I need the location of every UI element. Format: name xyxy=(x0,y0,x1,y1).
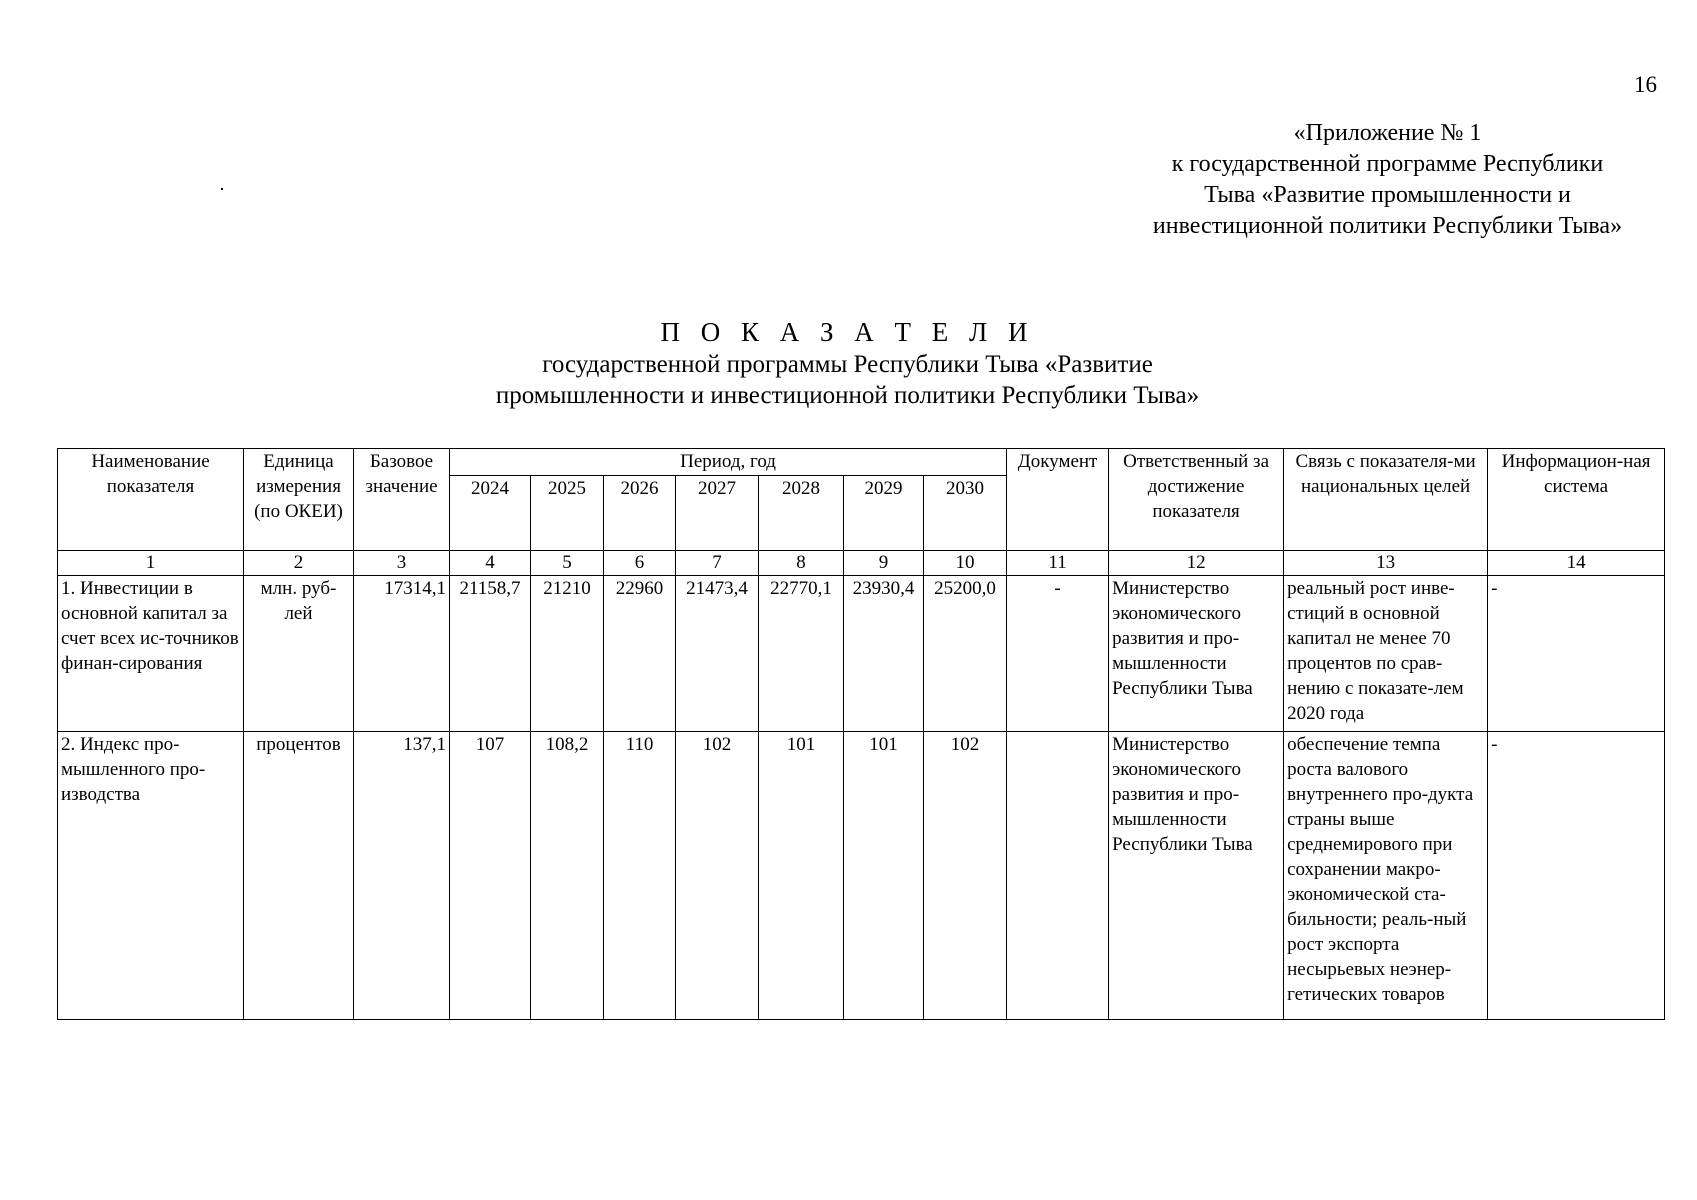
column-number: 1 xyxy=(58,551,244,576)
header-unit: Единица измерения (по ОКЕИ) xyxy=(244,449,354,551)
indicator-year-value: 23930,4 xyxy=(844,576,924,732)
column-number: 12 xyxy=(1109,551,1284,576)
indicator-responsible: Министерство экономического развития и про-мышленности Республики Тыва xyxy=(1109,576,1284,732)
document-subtitle-line: промышленности и инвестиционной политики Республики Тыва» xyxy=(495,382,1200,409)
header-base: Базовое значение xyxy=(354,449,450,551)
indicator-year-value: 107 xyxy=(450,732,531,1020)
column-number: 14 xyxy=(1488,551,1665,576)
indicator-year-value: 102 xyxy=(676,732,759,1020)
header-responsible: Ответственный за достижение показателя xyxy=(1109,449,1284,551)
column-number: 13 xyxy=(1284,551,1488,576)
indicator-info-system: - xyxy=(1488,732,1665,1020)
document-subtitle-line: государственной программы Республики Тыва «Развитие xyxy=(542,351,1153,378)
indicator-year-value: 21473,4 xyxy=(676,576,759,732)
header-name: Наименование показателя xyxy=(58,449,244,551)
header-period: Период, год xyxy=(450,449,1007,476)
indicator-name: 1. Инвестиции в основной капитал за счет всех ис-точников финан-сирования xyxy=(58,576,244,732)
column-number-row xyxy=(58,551,1665,576)
indicator-document xyxy=(1007,732,1109,1020)
indicator-year-value: 21210 xyxy=(531,576,604,732)
indicator-year-value: 110 xyxy=(604,732,676,1020)
column-number: 10 xyxy=(924,551,1007,576)
indicator-unit: млн. руб-лей xyxy=(244,576,354,732)
column-number: 4 xyxy=(450,551,531,576)
column-number: 7 xyxy=(676,551,759,576)
indicator-document: - xyxy=(1007,576,1109,732)
header-year: 2028 xyxy=(759,476,844,551)
appendix-line: Тыва «Развитие промышленности и xyxy=(1204,182,1571,208)
column-number: 9 xyxy=(844,551,924,576)
indicator-year-value: 22770,1 xyxy=(759,576,844,732)
header-year: 2027 xyxy=(676,476,759,551)
appendix-line: «Приложение № 1 xyxy=(1293,120,1482,146)
header-year: 2029 xyxy=(844,476,924,551)
indicator-base-value: 137,1 xyxy=(354,732,450,1020)
appendix-note xyxy=(1090,118,1685,242)
header-year: 2026 xyxy=(604,476,676,551)
appendix-line: инвестиционной политики Республики Тыва» xyxy=(1152,213,1623,239)
indicator-year-value: 101 xyxy=(759,732,844,1020)
indicator-year-value: 21158,7 xyxy=(450,576,531,732)
indicator-info-system: - xyxy=(1488,576,1665,732)
column-number: 5 xyxy=(531,551,604,576)
indicator-unit: процентов xyxy=(244,732,354,1020)
column-number: 2 xyxy=(244,551,354,576)
indicator-year-value: 108,2 xyxy=(531,732,604,1020)
column-number: 8 xyxy=(759,551,844,576)
indicator-base-value: 17314,1 xyxy=(354,576,450,732)
header-link: Связь с показателя-ми национальных целей xyxy=(1284,449,1488,551)
appendix-line: к государственной программе Республики xyxy=(1171,151,1604,177)
header-year: 2024 xyxy=(450,476,531,551)
table-row xyxy=(58,732,1665,1020)
indicator-year-value: 101 xyxy=(844,732,924,1020)
indicator-year-value: 25200,0 xyxy=(924,576,1007,732)
column-number: 3 xyxy=(354,551,450,576)
indicator-responsible: Министерство экономического развития и про-мышленности Республики Тыва xyxy=(1109,732,1284,1020)
header-year: 2030 xyxy=(924,476,1007,551)
page-number: 16 xyxy=(1634,72,1657,97)
header-info-system: Информацион-ная система xyxy=(1488,449,1665,551)
indicator-year-value: 22960 xyxy=(604,576,676,732)
column-number: 11 xyxy=(1007,551,1109,576)
column-number: 6 xyxy=(604,551,676,576)
scan-speck xyxy=(221,188,223,190)
indicator-name: 2. Индекс про-мышленного про-изводства xyxy=(58,732,244,1020)
indicator-year-value: 102 xyxy=(924,732,1007,1020)
table-row xyxy=(58,576,1665,732)
indicators-table xyxy=(57,448,1665,1020)
header-document: Документ xyxy=(1007,449,1109,551)
header-year: 2025 xyxy=(531,476,604,551)
document-heading xyxy=(300,315,1395,411)
indicator-national-goals-link: реальный рост инве-стиций в основной капитал не менее 70 процентов по срав-нению с показате-лем 2020 года xyxy=(1284,576,1488,732)
header-row xyxy=(58,449,1665,476)
document-title: П О К А З А Т Е Л И xyxy=(660,317,1035,347)
indicator-national-goals-link: обеспечение темпа роста валового внутреннего про-дукта страны выше среднемирового при сохранении макро-экономической ста-бильности; реаль-ный рост экспорта несырьевых неэнер-гетических товаров xyxy=(1284,732,1488,1020)
